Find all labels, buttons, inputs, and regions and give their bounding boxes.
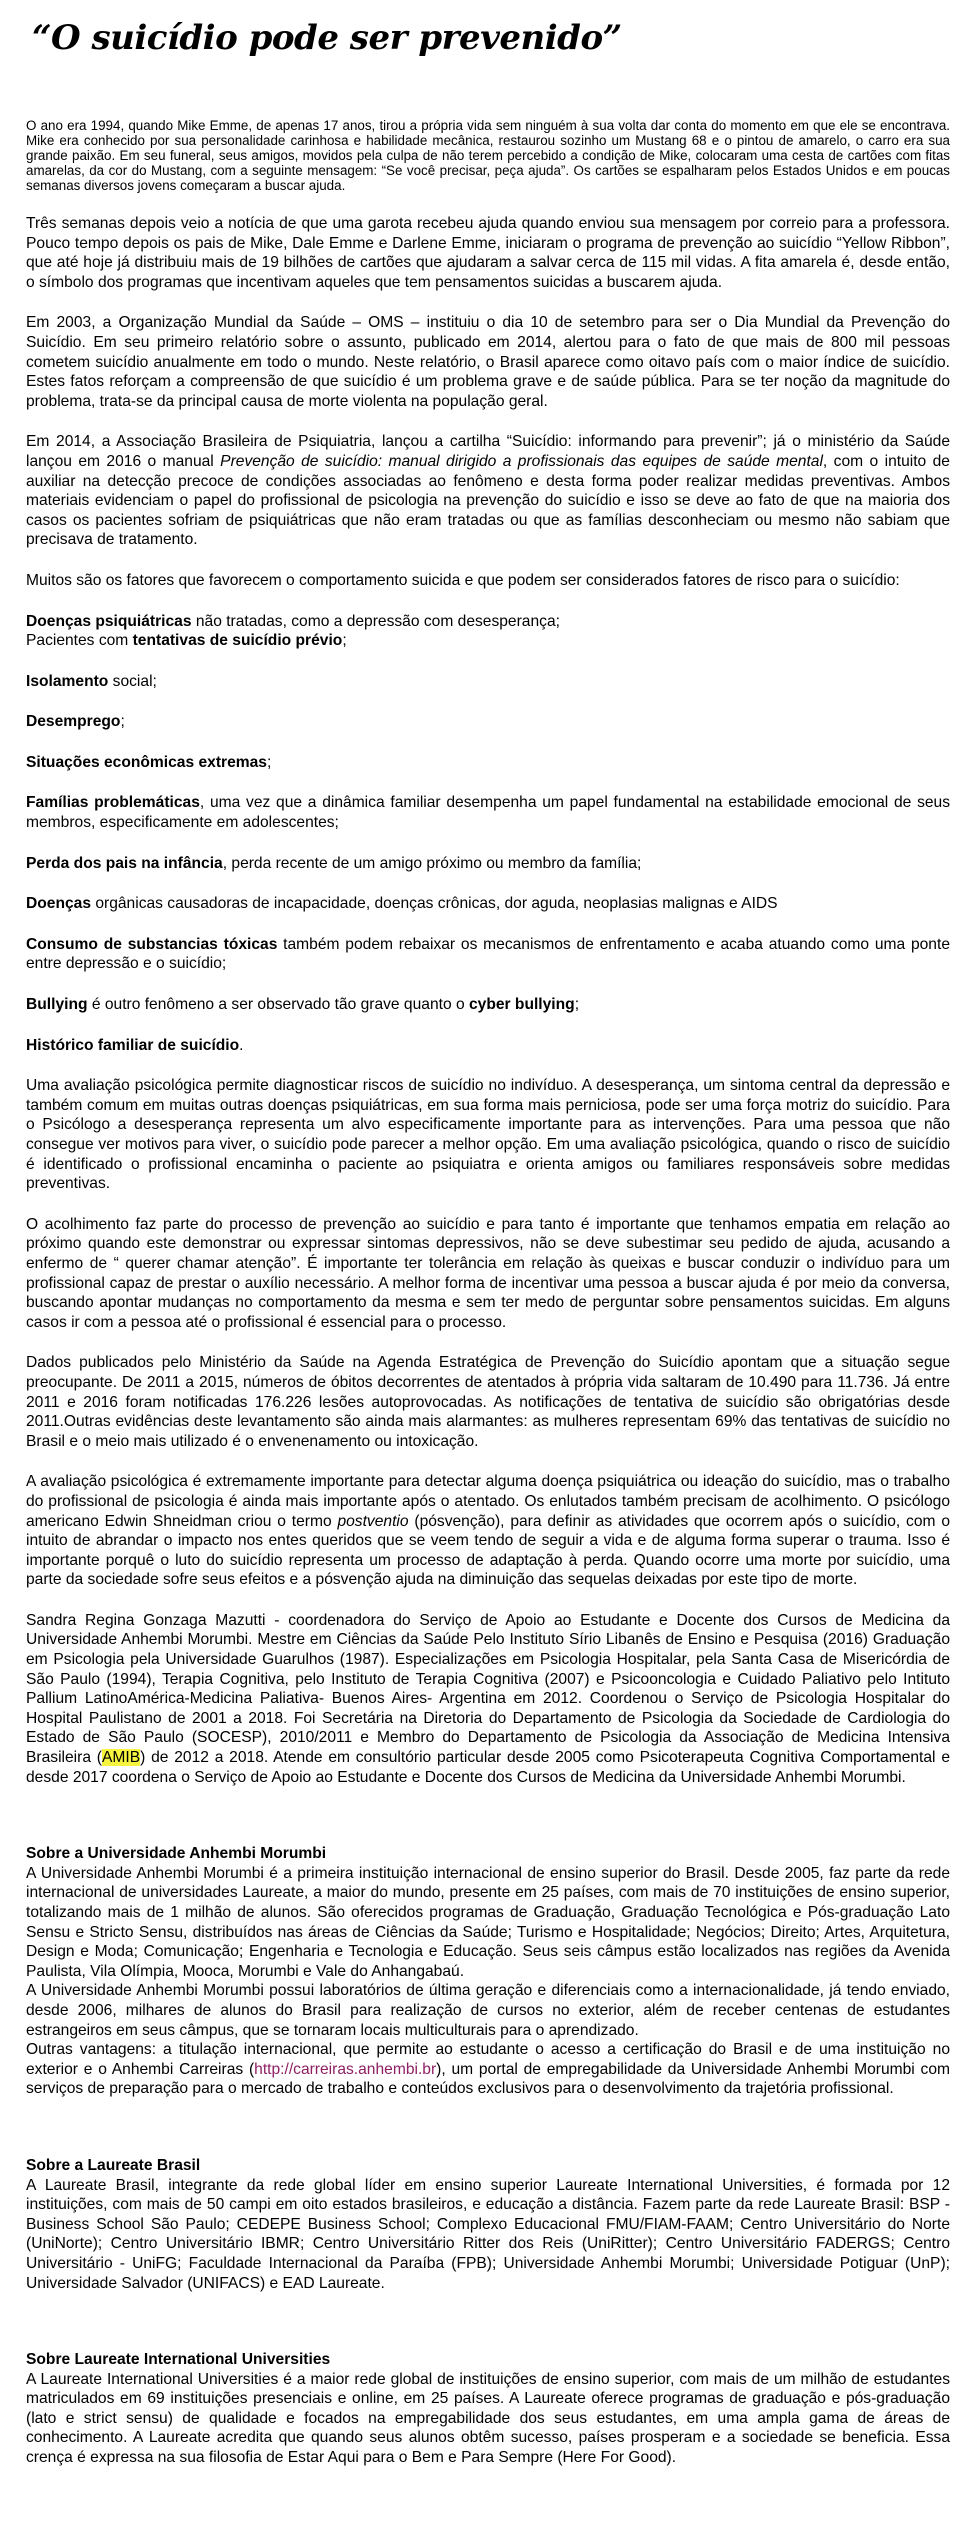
paragraph-factors-intro: Muitos são os fatores que favorecem o comportamento suicida e que podem ser considerados fatores de risco para o suicídio:	[26, 571, 900, 589]
paragraph-dados: Dados publicados pelo Ministério da Saúde na Agenda Estratégica de Prevenção do Suicídio apontam que a situação segue preocupante. De 2011 a 2015, números de óbitos decorrentes de atentados à própria vida saltaram de 10.490 para 11.736. Já entre 2011 e 2016 foram notificadas 176.226 lesões autoprovocadas. As notificações de tentativa de suicídio são obrigatórias desde 2011.Outras evidências deste levantamento são ainda mais alarmantes: as mulheres representam 69% das tentativas de suicídio no Brasil e o meio mais utilizado é o envenenamento ou intoxicação.	[26, 1354, 950, 1450]
factor-item	[26, 1036, 950, 1056]
factor-text: social;	[108, 672, 157, 690]
manual-title: Prevenção de suicídio: manual dirigido a profissionais das equipes de saúde mental	[220, 452, 823, 470]
section-laureate-brasil-p1: A Laureate Brasil, integrante da rede global líder em ensino superior Laureate International Universities, é formada por 12 instituições, com mais de 50 campi em oito estados brasileiros, e educação a distância. Fazem parte da rede Laureate Brasil: BSP - Business School São Paulo; CEDEPE Business School; Complexo Educacional FMU/FIAM-FAAM; Centro Universitário do Norte (UniNorte); Centro Universitário IBMR; Centro Universitário Ritter dos Reis (UniRitter); Centro Universitário FADERGS; Centro Universitário - UniFG; Faculdade Internacional da Paraíba (FPB); Universidade Anhembi Morumbi; Universidade Potiguar (UnP); Universidade Salvador (UNIFACS) e EAD Laureate.	[26, 2176, 950, 2292]
factor-label: Famílias problemáticas	[26, 794, 200, 812]
intro-paragraph: O ano era 1994, quando Mike Emme, de apenas 17 anos, tirou a própria vida sem ninguém à sua volta dar conta do momento em que ele se encontrava. Mike era conhecido por sua personalidade carinhosa e habilidade mecânica, restaurou sozinho um Mustang 68 e o pintou de amarelo, o carro era sua grande paixão. Em seu funeral, seus amigos, movidos pela culpa de não terem percebido a condição de Mike, colocaram uma cesta de cartões com fitas amarelas, da cor do Mustang, com a seguinte mensagem: “Se você precisar, peça ajuda”. Os cartões se espalharam pelos Estados Unidos e em poucas semanas diversos jovens começaram a buscar ajuda.	[26, 118, 950, 193]
factor-label: Situações econômicas extremas	[26, 753, 267, 771]
section-anhembi-p3-text-2: ), um portal de empregabilidade da Universidade Anhembi Morumbi com serviços de preparação para o mercado de trabalho e conteúdos exclusivos para o desenvolvimento da trajetória profissional.	[26, 2060, 950, 2098]
factor-label: cyber bullying	[468, 996, 575, 1014]
factor-text: não tratadas, como a depressão com desesperança;	[191, 612, 560, 630]
factor-item	[26, 712, 950, 732]
section-anhembi-p1: A Universidade Anhembi Morumbi é a primeira instituição internacional de ensino superior do Brasil. Desde 2005, faz parte da rede internacional de universidades Laureate, a maior do mundo, presente em 25 países, com mais de 70 instituições de ensino superior, totalizando mais de 1 milhão de alunos. São oferecidos programas de Graduação, Graduação Tecnológica e Pós-graduação Lato Sensu e Stricto Sensu, distribuídos nas áreas de Ciências da Saúde; Turismo e Hospitalidade; Negócios; Direito; Artes, Arquitetura, Design e Moda; Comunicação; Engenharia e Tecnologia e Educação. Seus seis câmpus estão localizados nas regiões da Avenida Paulista, Vila Olímpia, Mooca, Morumbi e Vale do Anhangabaú.	[26, 1864, 950, 1980]
factor-text: é outro fenômeno a ser observado tão grave quanto o	[87, 996, 469, 1014]
article-title: “O suicídio pode ser prevenido”	[32, 18, 622, 58]
factor-item	[26, 672, 950, 692]
paragraph-posvencao-text-2: (pósvenção), para definir as atividades que ocorrem após o suicídio, com o intuito de abrandar o impacto nos entes queridos que se veem tendo de seguir a vida e de alguma forma superar o trauma. Isso é importante porquê o luto do suicídio representa um processo de adaptação à perda. Quando ocorre uma morte por suicídio, uma parte da sociedade sofre seus efeitos e a pósvenção ajuda na diminuição das sequelas deixadas por este tipo de morte.	[26, 1512, 950, 1589]
highlighted-term: AMIB	[101, 1749, 141, 1767]
factor-text: , uma vez que a dinâmica familiar desempenha um papel fundamental na estabilidade emocional de seus membros, especificamente em adolescentes;	[26, 794, 951, 832]
factor-text: ;	[266, 753, 272, 771]
factor-text: .	[239, 1036, 244, 1054]
factor-label: Histórico familiar de suicídio	[26, 1036, 240, 1054]
factor-item	[26, 753, 950, 773]
paragraph-posvencao	[26, 1472, 950, 1590]
section-title-laureate-international: Sobre Laureate International Universities	[26, 2351, 331, 2369]
author-bio-text-2: ) de 2012 a 2018. Atende em consultório particular desde 2005 como Psicoterapeuta Cognitiva Comportamental e desde 2017 coordena o Serviço de Apoio ao Estudante e Docente dos Cursos de Medicina da Universidade Anhembi Morumbi.	[26, 1749, 950, 1786]
factor-label: tentativas de suicídio prévio	[132, 632, 343, 650]
paragraph-three-weeks: Três semanas depois veio a notícia de que uma garota recebeu ajuda quando enviou sua mensagem por correio para a professora. Pouco tempo depois os pais de Mike, Dale Emme e Darlene Emme, iniciaram o programa de prevenção ao suicídio “Yellow Ribbon”, que até hoje já distribuiu mais de 19 bilhões de cartões que ajudaram a salvar cerca de 115 mil vidas. A fita amarela é, desde então, o símbolo dos programas que incentivam aqueles que tem pensamentos suicidas a buscarem ajuda.	[26, 215, 950, 291]
factor-item	[26, 935, 950, 974]
author-bio	[26, 1611, 950, 1787]
factor-text: também podem rebaixar os mecanismos de enfrentamento e acaba atuando como uma ponte entre depressão e o suicídio;	[26, 935, 950, 973]
factor-item	[26, 612, 950, 632]
paragraph-posvencao-text: A avaliação psicológica é extremamente importante para detectar alguma doença psiquiátrica ou ideação do suicídio, mas o trabalho do profissional de psicologia é ainda mais importante após o atentado. Os enlutados também precisam de acolhimento. O psicólogo americano Edwin Shneidman criou o termo	[26, 1473, 950, 1530]
paragraph-acolhimento: O acolhimento faz parte do processo de prevenção ao suicídio e para tanto é importante que tenhamos empatia em relação ao próximo quando este demonstrar ou expressar sintomas depressivos, não se deve subestimar seu pedido de ajuda, acusando a enfermo de “ querer chamar atenção”. É importante ter tolerância em relação às queixas e buscar conduzir o indivíduo para um profissional capaz de prestar o auxílio necessário. A melhor forma de incentivar uma pessoa a buscar ajuda é por meio da conversa, buscando apontar mudanças no comportamento da mesma e sem ter medo de perguntar sobre pensamentos suicidas. Em alguns casos ir com a pessoa até o profissional é essencial para o processo.	[26, 1215, 950, 1331]
factor-label: Bullying	[26, 996, 88, 1014]
factor-label: Perda dos pais na infância	[26, 854, 223, 872]
factor-item	[26, 894, 950, 914]
factor-item	[26, 793, 950, 832]
article	[26, 0, 950, 2468]
factor-text: orgânicas causadoras de incapacidade, doenças crônicas, dor aguda, neoplasias malignas e AIDS	[91, 895, 778, 913]
paragraph-abp-text-2: , com o intuito de auxiliar na detecção precoce de condições associadas ao fenômeno e desta forma poder realizar medidas preventivas. Ambos materiais evidenciam o papel do profissional de psicologia na prevenção do suicídio e isso se deve ao fato de que na maioria dos casos os pacientes sofriam de psiquiátricas que não eram tratadas ou que as famílias desconheciam ou mesmo não sabiam que precisava de tratamento.	[26, 452, 950, 549]
factor-label: Consumo de substancias tóxicas	[26, 935, 278, 953]
author-bio-text: Sandra Regina Gonzaga Mazutti - coordenadora do Serviço de Apoio ao Estudante e Docente dos Cursos de Medicina da Universidade Anhembi Morumbi. Mestre em Ciências da Saúde Pelo Instituto Sírio Libanês de Ensino e Pesquisa (2016) Graduação em Psicologia pela Universidade Guarulhos (1987). Especializações em Psicologia Hospitalar, pela Santa Casa de Misericórdia de São Paulo (1994), Terapia Cognitiva, pelo Instituto de Terapia Cognitiva (2007) e Psicooncologia e Cuidado Paliativo pelo Intituto Pallium LatinoAmérica-Medicina Paliativa- Buenos Aires- Argentina em 2012. Coordenou o Serviço de Psicologia Hospitalar do Hospital Paulistano de 2001 a 2018. Foi Secretária na Diretoria do Departamento de Psicologia da Sociedade de Cardiologia do Estado de São Paulo (SOCESP), 2010/2011 e Membro do Departamento de Psicologia da Associação de Medicina Intensiva Brasileira (	[26, 1611, 950, 1767]
factor-label: Doenças psiquiátricas	[26, 612, 192, 630]
factor-label: Doenças	[26, 895, 92, 913]
factor-label: Desemprego	[26, 713, 121, 731]
paragraph-abp	[26, 432, 950, 550]
factor-item	[26, 854, 950, 874]
paragraph-avaliacao: Uma avaliação psicológica permite diagnosticar riscos de suicídio no indivíduo. A desesperança, um sintoma central da depressão e também comum em muitas outras doenças psiquiátricas, em sua forma mais perniciosa, pode ser uma força motriz do suicídio. Para o Psicólogo a desesperança representa um alvo especificamente importante para as intervenções. Para uma pessoa que não consegue ver motivos para viver, o suicídio pode parecer a melhor opção. Em uma avaliação psicológica, quando o risco de suicídio é identificado o profissional encaminha o paciente ao psiquiatra e orienta amigos ou familiares responsáveis sobre medidas preventivas.	[26, 1077, 950, 1193]
factor-text: , perda recente de um amigo próximo ou membro da família;	[222, 854, 642, 872]
factor-label: Isolamento	[26, 672, 109, 690]
factor-item	[26, 631, 950, 651]
section-title-anhembi: Sobre a Universidade Anhembi Morumbi	[26, 1845, 327, 1863]
section-anhembi-p3	[26, 2040, 950, 2099]
article-body	[26, 214, 950, 2468]
factor-text: Pacientes com	[26, 632, 133, 650]
section-anhembi-p2: A Universidade Anhembi Morumbi possui laboratórios de última geração e diferenciais como a internacionalidade, já tendo enviado, desde 2006, milhares de alunos do Brasil para realização de cursos no exterior, além de receber centenas de estudantes estrangeiros em seus câmpus, que se tornaram locais multiculturais para o aprendizado.	[26, 1982, 950, 2039]
carreiras-link[interactable]: http://carreiras.anhembi.br	[254, 2060, 437, 2078]
factor-text: ;	[342, 632, 347, 650]
factor-text: ;	[574, 996, 580, 1014]
postventio-term: postventio	[337, 1512, 409, 1530]
paragraph-abp-text: Em 2014, a Associação Brasileira de Psiquiatria, lançou a cartilha “Suicídio: informando para prevenir”; já o ministério da Saúde lançou em 2016 o manual	[26, 433, 950, 470]
section-anhembi-p3-text: Outras vantagens: a titulação internacional, que permite ao estudante o acesso a certificação do Brasil e de uma instituição no exterior e o Anhembi Carreiras (	[26, 2041, 950, 2078]
section-laureate-international-p1: A Laureate International Universities é a maior rede global de instituições de ensino superior, com mais de um milhão de estudantes matriculados em 69 instituições presenciais e online, em 25 países. A Laureate oferece programas de graduação e pós-graduação (lato e strict sensu) de qualidade e focados na empregabilidade dos seus estudantes, em uma ampla gama de áreas de conhecimento. A Laureate acredita que quando seus alunos obtêm sucesso, países prosperam e a sociedade se beneficia. Essa crença é expressa na sua filosofia de Estar Aqui para o Bem e Para Sempre (Here For Good).	[26, 2370, 950, 2467]
section-title-laureate-brasil: Sobre a Laureate Brasil	[26, 2156, 201, 2174]
paragraph-oms: Em 2003, a Organização Mundial da Saúde – OMS – instituiu o dia 10 de setembro para ser o Dia Mundial da Prevenção do Suicídio. Em seu primeiro relatório sobre o assunto, publicado em 2014, alertou para o fato de que mais de 800 mil pessoas cometem suicídio anualmente em todo o mundo. Neste relatório, o Brasil aparece como oitavo país com o maior índice de suicídio. Estes fatos reforçam a compreensão de que suicídio é um problema grave e de saúde pública. Para se ter noção da magnitude do problema, trata-se da principal causa de morte violenta na população geral.	[26, 314, 950, 410]
factor-text: ;	[120, 713, 125, 731]
factor-item	[26, 995, 950, 1015]
